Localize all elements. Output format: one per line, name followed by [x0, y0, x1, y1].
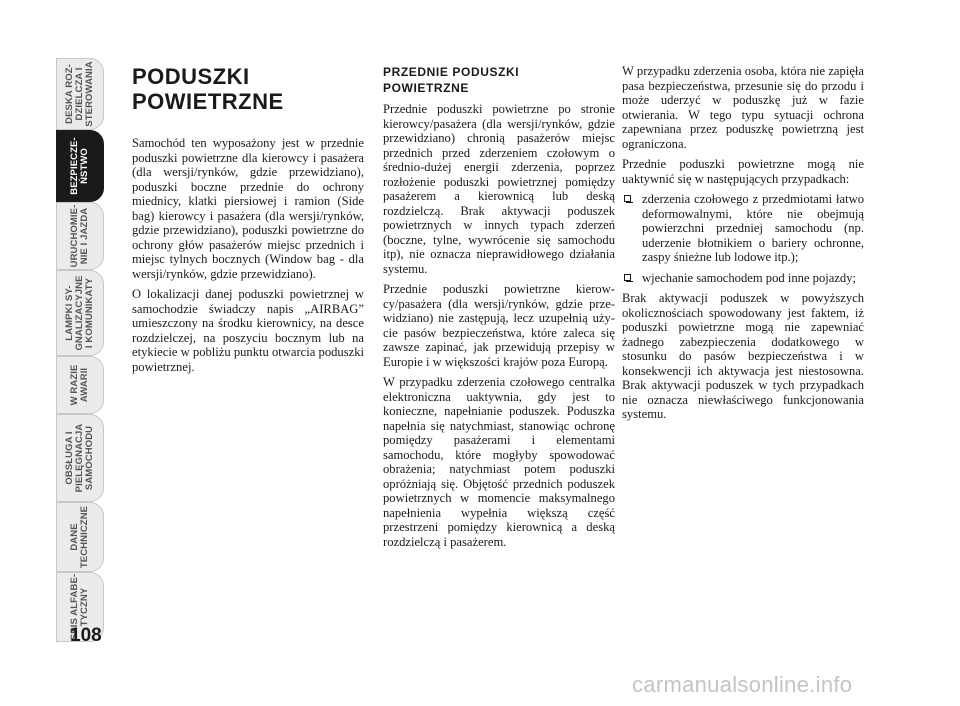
tab-label: BEZPIECZE- ŃSTWO	[69, 137, 90, 195]
tab-label: SPIS ALFABE- TYCZNY	[69, 573, 90, 641]
paragraph: W przypadku zderzenia osoba, która nie zapięła pasa bezpieczeństwa, przesunie się do przodu i może uderzyć w poduszkę już w fazie otwierania. W tego typu sytuacji ochrona zapewniana przez poduszkę powietrzną jest ograniczona.	[622, 64, 864, 151]
column-1	[132, 64, 364, 380]
tab-bezpieczenstwo[interactable]	[56, 130, 104, 202]
tab-label: URUCHOMIE- NIE I JAZDA	[69, 204, 90, 268]
tab-label: DESKA ROZ- DZIELCZA I STEROWANIA	[64, 61, 95, 127]
tab-uruchomienie[interactable]	[56, 202, 104, 270]
tab-lampki-sygnalizacyjne[interactable]	[56, 270, 104, 356]
watermark: carmanualsonline.info	[632, 672, 853, 697]
paragraph: Przednie poduszki powietrzne po stronie kierowcy/pasażera (dla wersji/rynków, gdzie przewidziano) chronią pasażerów miejsc przednich przed zderzeniem czołowym o średnio-dużej energii zderzenia, poprzez rozłożenie poduszki powietrznej pomiędzy pasażerem a kierownicą lub deską rozdzielczą. Brak aktywacji poduszek powietrznych w innych typach zderzeń (boczne, tylne, wywrócenie się samochodu itp), nie oznacza nieprawidłowego działania systemu.	[383, 102, 615, 276]
section-title: PODUSZKI POWIETRZNE	[132, 64, 284, 114]
tab-label: W RAZIE AWARII	[69, 364, 90, 406]
bullet-list	[622, 192, 864, 285]
subsection-title: PRZEDNIE PODUSZKI POWIETRZNE	[383, 65, 520, 95]
list-item-text: wjechanie samochodem pod inne pojazdy;	[642, 270, 857, 285]
paragraph: O lokalizacji danej poduszki powietrznej w samochodzie świadczy napis „AIRBAG” umieszczony na środku kierownicy, na desce rozdzielczej, na poszyciu bocznym lub na etykiecie w pobliżu punktu otwarcia poduszki powietrznej.	[132, 287, 364, 374]
tab-dane-techniczne[interactable]	[56, 502, 104, 572]
paragraph: Przednie poduszki powietrzne mogą nie uaktywnić się w następujących przypadkach:	[622, 157, 864, 186]
tab-deska-rozdzielcza[interactable]	[56, 58, 104, 130]
tab-label: OBSŁUGA I PIELĘGNACJA SAMOCHODU	[64, 423, 95, 493]
paragraph: Brak aktywacji poduszek w powyższych okolicznościach spowodowany jest faktem, iż poduszki powietrzne mogą nie zapewniać żadnego zabezpieczenia dodatkowego w stosunku do pasów bezpieczeństwa i w konsekwencji ich aktywacja jest niestosowna. Brak aktywacji poduszek w tych przypadkach nie oznacza niewłaściwego funkcjonowania systemu.	[622, 291, 864, 421]
list-item	[622, 271, 864, 286]
paragraph: W przypadku zderzenia czołowego centralka elektroniczna uaktywnia, gdy jest to konieczne, napełnianie poduszek. Poduszka napełnia się natychmiast, stanowiąc ochronę pomiędzy pasażerami i elementami samochodu, które mogłyby spowodować obrażenia; natychmiast potem poduszki opróżniają się. Objętość przednich poduszek powietrznych w momencie maksymalnego napełnienia wypełnia większą część przestrzeni pomiędzy kierownicą a deską rozdzielczą i pasażerem.	[383, 375, 615, 549]
list-item	[622, 192, 864, 265]
list-item-text: zderzenia czołowego z przedmiotami łatwo deformowalnymi, które nie obejmują powierzchni przedniej samochodu (np. uderzenie błotnikiem o bariery ochronne, zaspy śnieżne lub lodowe itp.);	[642, 192, 864, 264]
tab-obsluga-pielegnacja[interactable]	[56, 414, 104, 502]
paragraph: Przednie poduszki powietrzne kierowcy/pasażera (dla wersji/rynków, gdzie przewidziano) nie zastępują, lecz uzupełnią użycie pasów bezpieczeństwa, które zaleca się zawsze zapinać, jak przewidują przepisy w Europie i w większości krajów poza Europą.	[383, 282, 615, 369]
checkbox-bullet-icon	[624, 274, 631, 281]
paragraph: Samochód ten wyposażony jest w przednie poduszki powietrzne dla kierowcy i pasażera (dla wersji/rynków, gdzie przewidziano), poduszki boczne przednie do ochrony miednicy, klatki piersiowej i ramion (Side bag) kierowcy i pasażera (dla wersji/rynków, gdzie przewidziano), poduszki powietrzne do ochrony głów pasażerów miejsc przednich i miejsc tylnych bocznych (Window bag - dla wersji/rynków, gdzie przewidziano).	[132, 136, 364, 281]
tab-label: DANE TECHNICZNE	[69, 505, 90, 569]
tab-w-razie-awarii[interactable]	[56, 356, 104, 414]
column-3	[622, 64, 864, 428]
page-number: 108	[70, 625, 102, 646]
tab-label: LAMPKI SY- GNALIZACYJNE I KOMUNIKATY	[64, 275, 95, 351]
column-2	[383, 64, 615, 555]
checkbox-bullet-icon	[624, 195, 631, 202]
